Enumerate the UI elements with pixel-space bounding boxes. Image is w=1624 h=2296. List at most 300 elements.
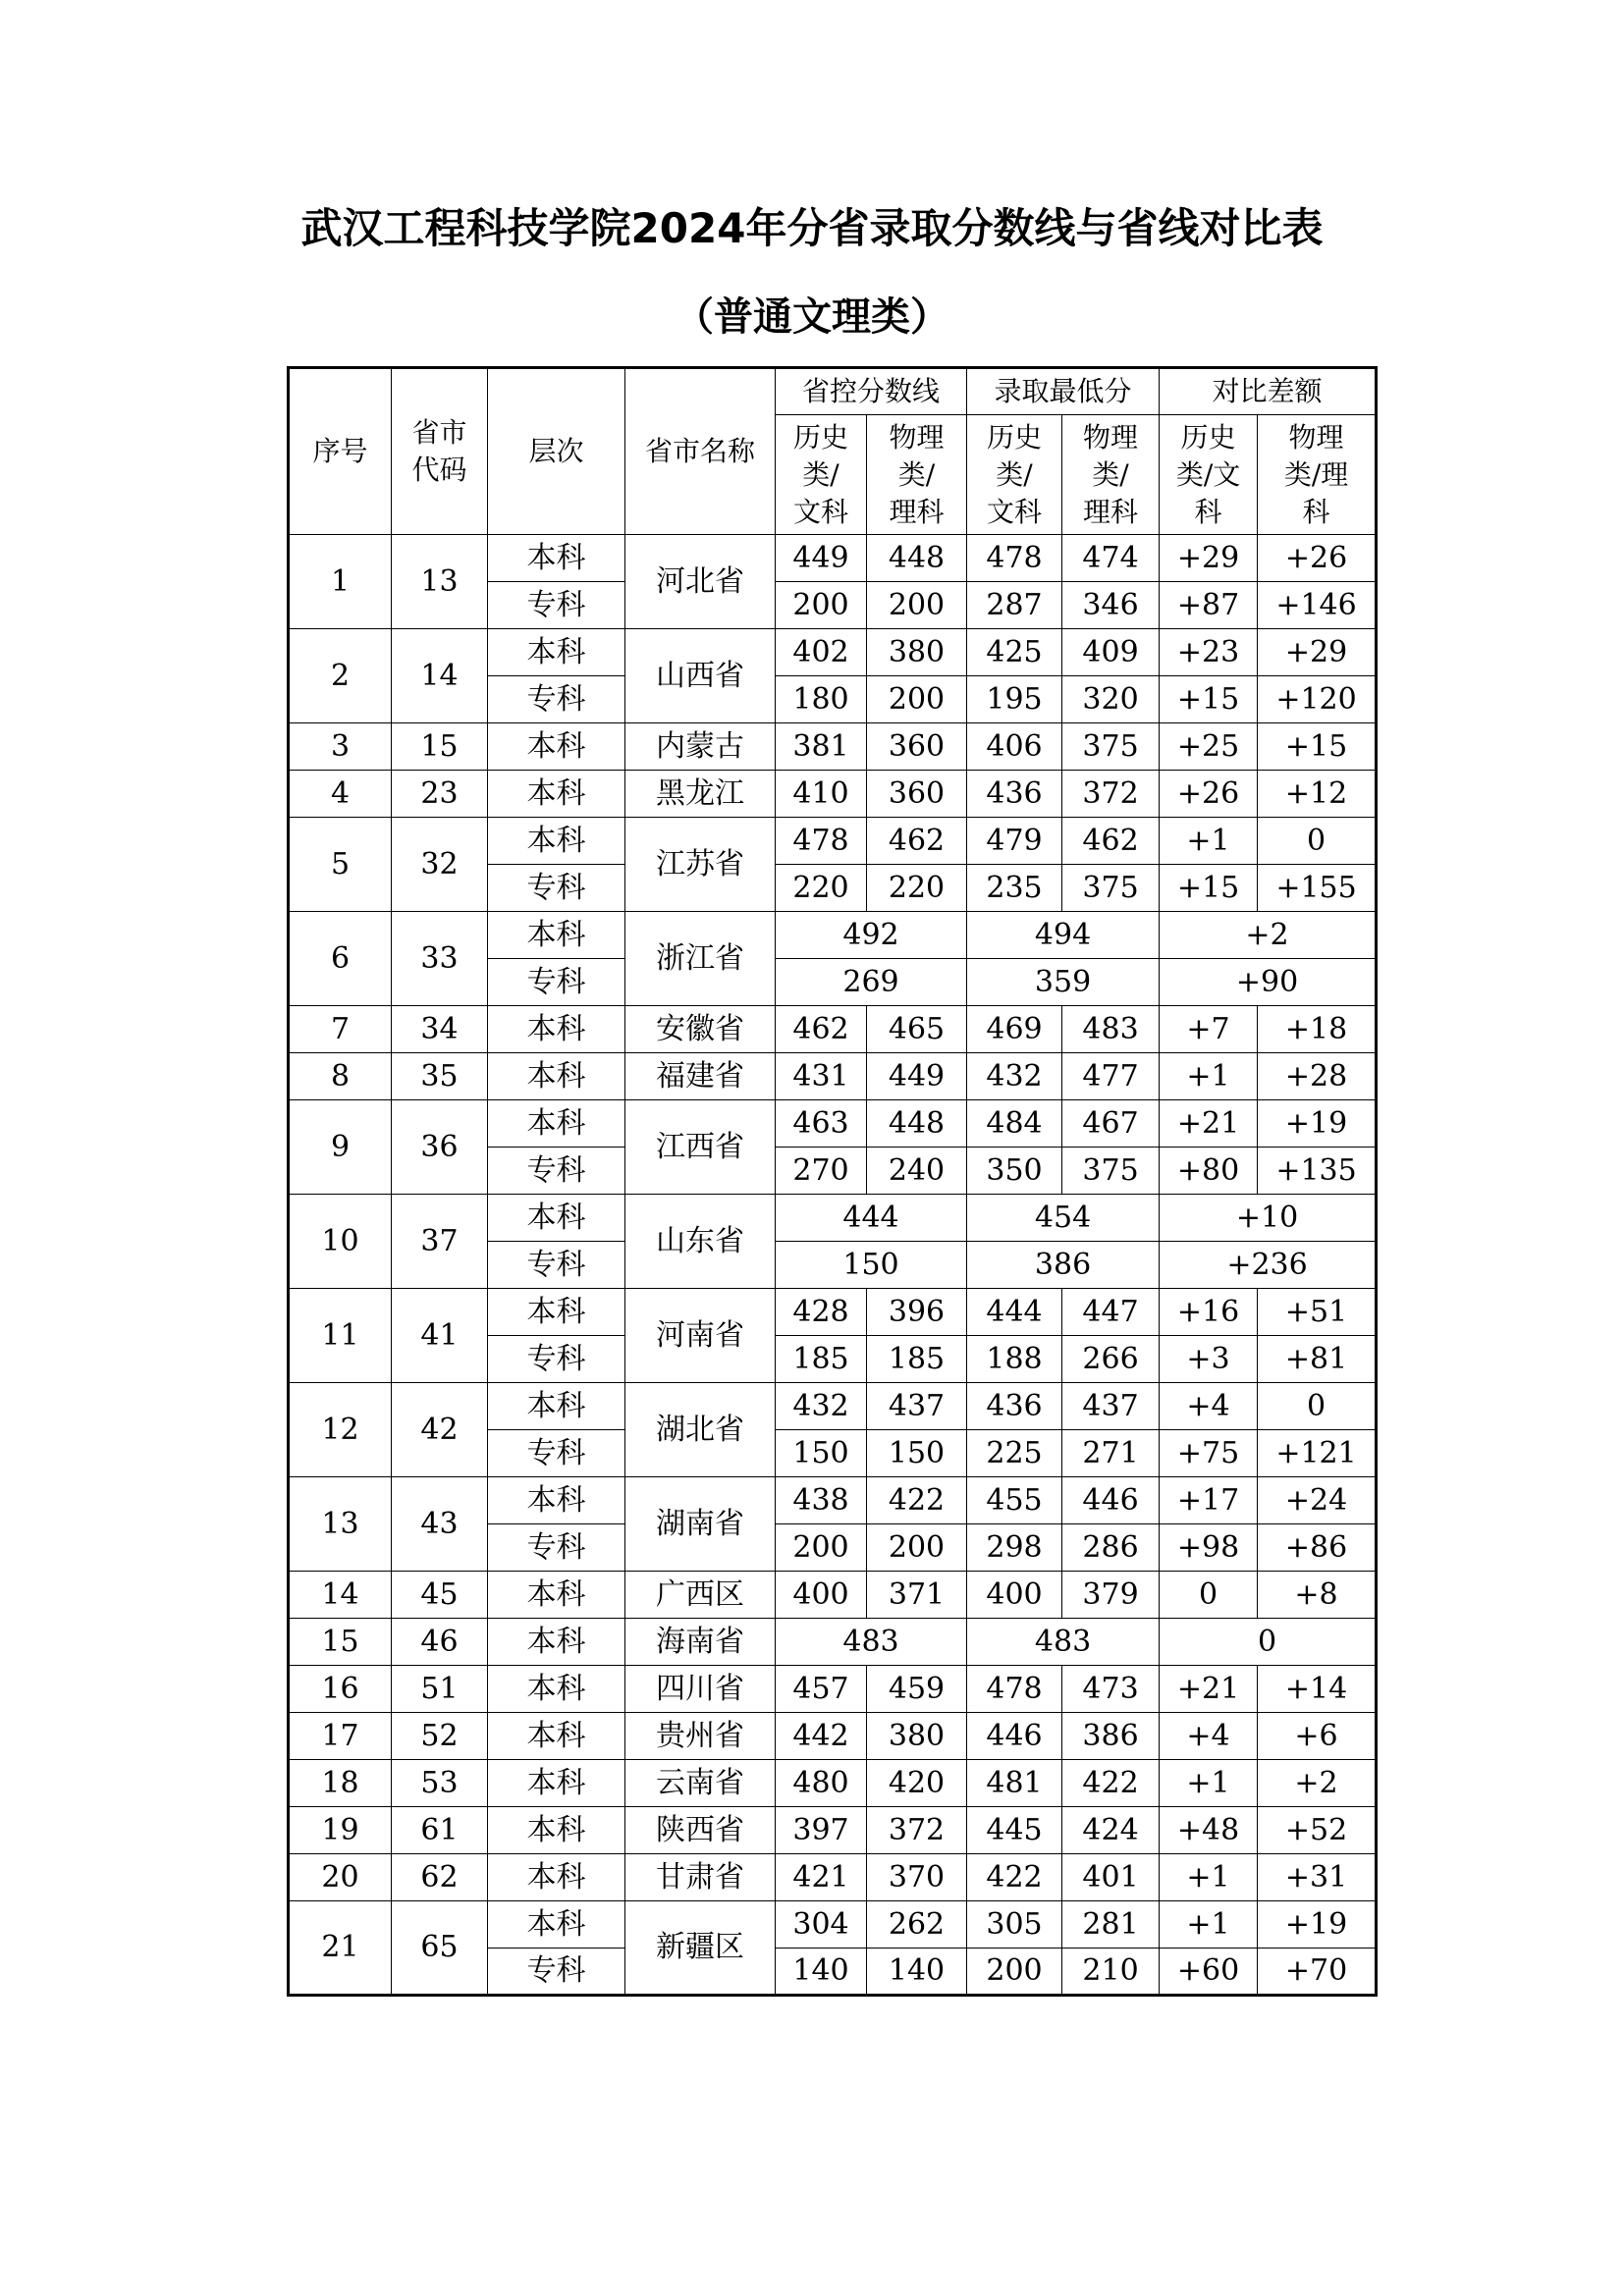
- cell-index: 7: [289, 1006, 392, 1053]
- cell-difference-history: 0: [1160, 1572, 1258, 1619]
- cell-level: 本科: [488, 818, 625, 865]
- cell-province-name: 河南省: [625, 1289, 776, 1383]
- cell-admission-min-physics: 281: [1062, 1901, 1160, 1949]
- cell-difference-history: +60: [1160, 1949, 1258, 1996]
- cell-difference-merged: +90: [1160, 959, 1377, 1006]
- cell-province-name: 湖南省: [625, 1477, 776, 1572]
- cell-admission-min-history: 305: [967, 1901, 1062, 1949]
- cell-admission-min-physics: 446: [1062, 1477, 1160, 1524]
- cell-control-line-history: 270: [776, 1148, 867, 1195]
- cell-index: 18: [289, 1760, 392, 1807]
- cell-control-line-physics: 449: [867, 1053, 967, 1100]
- cell-level: 本科: [488, 1195, 625, 1242]
- cell-admission-min-physics: 210: [1062, 1949, 1160, 1996]
- cell-admission-min-history: 479: [967, 818, 1062, 865]
- cell-admission-min-history: 481: [967, 1760, 1062, 1807]
- cell-difference-physics: +19: [1258, 1901, 1377, 1949]
- table-row: [289, 1807, 1377, 1854]
- cell-province-name: 江苏省: [625, 818, 776, 912]
- table-row: [289, 1619, 1377, 1666]
- cell-control-line-physics: 360: [867, 723, 967, 771]
- cell-control-line-physics: 360: [867, 771, 967, 818]
- cell-code: 35: [392, 1053, 488, 1100]
- cell-index: 4: [289, 771, 392, 818]
- cell-level: 专科: [488, 1949, 625, 1996]
- cell-control-line-history: 402: [776, 629, 867, 676]
- cell-admission-min-physics: 483: [1062, 1006, 1160, 1053]
- cell-admission-min-history: 298: [967, 1524, 1062, 1572]
- cell-level: 本科: [488, 1666, 625, 1713]
- cell-control-line-physics: 200: [867, 676, 967, 723]
- cell-difference-history: +17: [1160, 1477, 1258, 1524]
- cell-province-name: 湖北省: [625, 1383, 776, 1477]
- cell-level: 专科: [488, 1430, 625, 1477]
- page-title: 武汉工程科技学院2024年分省录取分数线与省线对比表: [300, 204, 1324, 252]
- cell-difference-history: +15: [1160, 676, 1258, 723]
- header-index: 序号: [289, 368, 392, 535]
- cell-control-line-history: 150: [776, 1430, 867, 1477]
- cell-admission-min-physics: 447: [1062, 1289, 1160, 1336]
- cell-control-line-history: 480: [776, 1760, 867, 1807]
- cell-admission-min-history: 350: [967, 1148, 1062, 1195]
- cell-control-line-physics: 437: [867, 1383, 967, 1430]
- cell-control-line-merged: 444: [776, 1195, 967, 1242]
- cell-admission-min-physics: 320: [1062, 676, 1160, 723]
- cell-difference-physics: +28: [1258, 1053, 1377, 1100]
- cell-level: 专科: [488, 676, 625, 723]
- cell-control-line-physics: 150: [867, 1430, 967, 1477]
- cell-admission-min-physics: 477: [1062, 1053, 1160, 1100]
- cell-level: 本科: [488, 1006, 625, 1053]
- cell-control-line-physics: 448: [867, 535, 967, 582]
- cell-control-line-history: 449: [776, 535, 867, 582]
- cell-code: 61: [392, 1807, 488, 1854]
- cell-control-line-physics: 372: [867, 1807, 967, 1854]
- cell-difference-history: +21: [1160, 1666, 1258, 1713]
- cell-index: 16: [289, 1666, 392, 1713]
- cell-difference-physics: +70: [1258, 1949, 1377, 1996]
- cell-index: 3: [289, 723, 392, 771]
- cell-level: 专科: [488, 1242, 625, 1289]
- table-row: [289, 1195, 1377, 1242]
- cell-province-name: 浙江省: [625, 912, 776, 1006]
- cell-difference-history: +29: [1160, 535, 1258, 582]
- cell-admission-min-merged: 386: [967, 1242, 1160, 1289]
- cell-admission-min-merged: 494: [967, 912, 1160, 959]
- cell-difference-physics: +19: [1258, 1100, 1377, 1148]
- cell-level: 本科: [488, 629, 625, 676]
- cell-admission-min-history: 478: [967, 535, 1062, 582]
- cell-admission-min-physics: 401: [1062, 1854, 1160, 1901]
- cell-difference-physics: +155: [1258, 865, 1377, 912]
- cell-difference-merged: +10: [1160, 1195, 1377, 1242]
- cell-admission-min-physics: 386: [1062, 1713, 1160, 1760]
- cell-admission-min-merged: 454: [967, 1195, 1160, 1242]
- cell-admission-min-physics: 424: [1062, 1807, 1160, 1854]
- cell-province-name: 福建省: [625, 1053, 776, 1100]
- cell-control-line-history: 431: [776, 1053, 867, 1100]
- cell-level: 本科: [488, 1477, 625, 1524]
- cell-control-line-history: 457: [776, 1666, 867, 1713]
- cell-admission-min-history: 455: [967, 1477, 1062, 1524]
- cell-difference-history: +15: [1160, 865, 1258, 912]
- cell-difference-history: +16: [1160, 1289, 1258, 1336]
- cell-admission-min-physics: 379: [1062, 1572, 1160, 1619]
- cell-control-line-merged: 492: [776, 912, 967, 959]
- cell-level: 本科: [488, 1289, 625, 1336]
- cell-control-line-history: 220: [776, 865, 867, 912]
- cell-control-line-merged: 483: [776, 1619, 967, 1666]
- header-control-line: 省控分数线: [776, 368, 967, 415]
- table-row: [289, 1572, 1377, 1619]
- cell-level: 本科: [488, 1383, 625, 1430]
- cell-difference-merged: 0: [1160, 1619, 1377, 1666]
- cell-difference-history: +98: [1160, 1524, 1258, 1572]
- cell-control-line-physics: 396: [867, 1289, 967, 1336]
- cell-control-line-history: 432: [776, 1383, 867, 1430]
- cell-difference-physics: +51: [1258, 1289, 1377, 1336]
- cell-control-line-physics: 465: [867, 1006, 967, 1053]
- cell-difference-history: +48: [1160, 1807, 1258, 1854]
- cell-admission-min-history: 406: [967, 723, 1062, 771]
- cell-code: 13: [392, 535, 488, 629]
- cell-index: 10: [289, 1195, 392, 1289]
- cell-admission-min-history: 287: [967, 582, 1062, 629]
- cell-admission-min-physics: 266: [1062, 1336, 1160, 1383]
- cell-province-name: 陕西省: [625, 1807, 776, 1854]
- table-row: [289, 912, 1377, 959]
- cell-code: 23: [392, 771, 488, 818]
- cell-admission-min-history: 444: [967, 1289, 1062, 1336]
- cell-index: 1: [289, 535, 392, 629]
- cell-difference-history: +21: [1160, 1100, 1258, 1148]
- cell-province-name: 山西省: [625, 629, 776, 723]
- cell-control-line-history: 462: [776, 1006, 867, 1053]
- table-row: [289, 1760, 1377, 1807]
- cell-level: 本科: [488, 1572, 625, 1619]
- cell-control-line-history: 200: [776, 1524, 867, 1572]
- table-row: [289, 771, 1377, 818]
- cell-admission-min-physics: 437: [1062, 1383, 1160, 1430]
- cell-control-line-history: 438: [776, 1477, 867, 1524]
- cell-control-line-physics: 420: [867, 1760, 967, 1807]
- table-row: [289, 1477, 1377, 1524]
- header-code: 省市代码: [392, 368, 488, 535]
- table-row: [289, 1053, 1377, 1100]
- cell-code: 41: [392, 1289, 488, 1383]
- cell-index: 17: [289, 1713, 392, 1760]
- table-row: [289, 818, 1377, 865]
- cell-index: 12: [289, 1383, 392, 1477]
- page-subtitle: （普通文理类）: [675, 294, 949, 340]
- cell-province-name: 河北省: [625, 535, 776, 629]
- cell-difference-physics: +81: [1258, 1336, 1377, 1383]
- cell-difference-physics: +86: [1258, 1524, 1377, 1572]
- cell-code: 53: [392, 1760, 488, 1807]
- cell-control-line-physics: 220: [867, 865, 967, 912]
- cell-level: 本科: [488, 1760, 625, 1807]
- cell-admission-min-history: 235: [967, 865, 1062, 912]
- cell-control-line-history: 140: [776, 1949, 867, 1996]
- cell-control-line-history: 200: [776, 582, 867, 629]
- cell-level: 专科: [488, 1148, 625, 1195]
- cell-control-line-history: 410: [776, 771, 867, 818]
- table-row: [289, 1713, 1377, 1760]
- cell-control-line-physics: 200: [867, 582, 967, 629]
- table-row: [289, 1100, 1377, 1148]
- cell-code: 65: [392, 1901, 488, 1996]
- cell-admission-min-physics: 462: [1062, 818, 1160, 865]
- cell-index: 8: [289, 1053, 392, 1100]
- cell-admission-min-history: 446: [967, 1713, 1062, 1760]
- cell-control-line-history: 304: [776, 1901, 867, 1949]
- cell-difference-physics: 0: [1258, 1383, 1377, 1430]
- cell-difference-physics: +29: [1258, 629, 1377, 676]
- cell-admission-min-physics: 375: [1062, 723, 1160, 771]
- cell-control-line-physics: 459: [867, 1666, 967, 1713]
- cell-index: 21: [289, 1901, 392, 1996]
- cell-admission-min-history: 188: [967, 1336, 1062, 1383]
- table-row: [289, 1666, 1377, 1713]
- cell-difference-merged: +2: [1160, 912, 1377, 959]
- cell-difference-history: +80: [1160, 1148, 1258, 1195]
- cell-level: 本科: [488, 1807, 625, 1854]
- cell-difference-history: +4: [1160, 1383, 1258, 1430]
- cell-code: 33: [392, 912, 488, 1006]
- cell-code: 42: [392, 1383, 488, 1477]
- cell-difference-history: +1: [1160, 1760, 1258, 1807]
- cell-province-name: 广西区: [625, 1572, 776, 1619]
- cell-index: 11: [289, 1289, 392, 1383]
- cell-index: 9: [289, 1100, 392, 1195]
- cell-level: 本科: [488, 771, 625, 818]
- cell-control-line-physics: 240: [867, 1148, 967, 1195]
- cell-code: 34: [392, 1006, 488, 1053]
- header-row-1: [289, 368, 1377, 415]
- cell-admission-min-physics: 375: [1062, 865, 1160, 912]
- cell-control-line-history: 463: [776, 1100, 867, 1148]
- cell-difference-history: +87: [1160, 582, 1258, 629]
- cell-index: 6: [289, 912, 392, 1006]
- cell-level: 本科: [488, 1619, 625, 1666]
- cell-province-name: 江西省: [625, 1100, 776, 1195]
- cell-difference-physics: +2: [1258, 1760, 1377, 1807]
- cell-control-line-physics: 370: [867, 1854, 967, 1901]
- cell-control-line-physics: 262: [867, 1901, 967, 1949]
- cell-level: 本科: [488, 535, 625, 582]
- cell-difference-physics: +135: [1258, 1148, 1377, 1195]
- cell-code: 37: [392, 1195, 488, 1289]
- cell-admission-min-physics: 474: [1062, 535, 1160, 582]
- table-row: [289, 1901, 1377, 1949]
- cell-code: 14: [392, 629, 488, 723]
- cell-control-line-history: 428: [776, 1289, 867, 1336]
- cell-admission-min-history: 225: [967, 1430, 1062, 1477]
- cell-difference-history: +26: [1160, 771, 1258, 818]
- table-row: [289, 1383, 1377, 1430]
- cell-difference-physics: +31: [1258, 1854, 1377, 1901]
- cell-control-line-physics: 185: [867, 1336, 967, 1383]
- cell-province-name: 内蒙古: [625, 723, 776, 771]
- cell-difference-merged: +236: [1160, 1242, 1377, 1289]
- cell-admission-min-physics: 375: [1062, 1148, 1160, 1195]
- cell-province-name: 贵州省: [625, 1713, 776, 1760]
- cell-difference-history: +1: [1160, 1901, 1258, 1949]
- cell-province-name: 黑龙江: [625, 771, 776, 818]
- cell-difference-physics: +14: [1258, 1666, 1377, 1713]
- table-body: [289, 535, 1377, 1996]
- header-diff-history: 历史类/文科: [1160, 415, 1258, 535]
- cell-admission-min-physics: 372: [1062, 771, 1160, 818]
- cell-control-line-physics: 200: [867, 1524, 967, 1572]
- cell-admission-min-merged: 483: [967, 1619, 1160, 1666]
- cell-difference-physics: +12: [1258, 771, 1377, 818]
- cell-difference-physics: +120: [1258, 676, 1377, 723]
- cell-control-line-history: 442: [776, 1713, 867, 1760]
- cell-control-line-physics: 380: [867, 629, 967, 676]
- cell-level: 本科: [488, 1854, 625, 1901]
- cell-difference-physics: +15: [1258, 723, 1377, 771]
- cell-code: 62: [392, 1854, 488, 1901]
- cell-difference-history: +7: [1160, 1006, 1258, 1053]
- cell-control-line-physics: 422: [867, 1477, 967, 1524]
- cell-difference-physics: +8: [1258, 1572, 1377, 1619]
- table-row: [289, 535, 1377, 582]
- cell-level: 专科: [488, 959, 625, 1006]
- cell-level: 本科: [488, 1713, 625, 1760]
- cell-difference-physics: 0: [1258, 818, 1377, 865]
- cell-control-line-physics: 380: [867, 1713, 967, 1760]
- cell-control-line-history: 180: [776, 676, 867, 723]
- cell-province-name: 海南省: [625, 1619, 776, 1666]
- cell-code: 43: [392, 1477, 488, 1572]
- cell-province-name: 云南省: [625, 1760, 776, 1807]
- cell-control-line-history: 400: [776, 1572, 867, 1619]
- cell-index: 14: [289, 1572, 392, 1619]
- cell-admission-min-history: 484: [967, 1100, 1062, 1148]
- header-control-history: 历史类/文科: [776, 415, 867, 535]
- cell-index: 15: [289, 1619, 392, 1666]
- cell-admission-min-physics: 346: [1062, 582, 1160, 629]
- cell-province-name: 山东省: [625, 1195, 776, 1289]
- cell-difference-physics: +24: [1258, 1477, 1377, 1524]
- header-difference: 对比差额: [1160, 368, 1377, 415]
- header-name: 省市名称: [625, 368, 776, 535]
- header-admission-physics: 物理类/理科: [1062, 415, 1160, 535]
- cell-level: 专科: [488, 1336, 625, 1383]
- cell-control-line-history: 381: [776, 723, 867, 771]
- cell-difference-physics: +18: [1258, 1006, 1377, 1053]
- cell-level: 专科: [488, 865, 625, 912]
- table-row: [289, 1289, 1377, 1336]
- cell-admission-min-history: 436: [967, 771, 1062, 818]
- cell-difference-history: +25: [1160, 723, 1258, 771]
- cell-admission-min-history: 432: [967, 1053, 1062, 1100]
- cell-province-name: 新疆区: [625, 1901, 776, 1996]
- cell-level: 专科: [488, 1524, 625, 1572]
- admission-score-table: [287, 366, 1378, 1997]
- cell-admission-min-history: 195: [967, 676, 1062, 723]
- cell-control-line-history: 478: [776, 818, 867, 865]
- cell-code: 51: [392, 1666, 488, 1713]
- cell-difference-history: +4: [1160, 1713, 1258, 1760]
- cell-control-line-merged: 150: [776, 1242, 967, 1289]
- cell-admission-min-history: 425: [967, 629, 1062, 676]
- cell-control-line-history: 185: [776, 1336, 867, 1383]
- cell-index: 13: [289, 1477, 392, 1572]
- header-level: 层次: [488, 368, 625, 535]
- cell-admission-min-physics: 271: [1062, 1430, 1160, 1477]
- cell-admission-min-history: 469: [967, 1006, 1062, 1053]
- cell-admission-min-physics: 409: [1062, 629, 1160, 676]
- header-diff-physics: 物理类/理科: [1258, 415, 1377, 535]
- cell-level: 本科: [488, 1100, 625, 1148]
- cell-level: 本科: [488, 912, 625, 959]
- cell-difference-history: +1: [1160, 1854, 1258, 1901]
- cell-control-line-physics: 371: [867, 1572, 967, 1619]
- cell-code: 46: [392, 1619, 488, 1666]
- cell-level: 本科: [488, 1901, 625, 1949]
- cell-level: 专科: [488, 582, 625, 629]
- cell-admission-min-merged: 359: [967, 959, 1160, 1006]
- cell-difference-physics: +52: [1258, 1807, 1377, 1854]
- header-control-physics: 物理类/理科: [867, 415, 967, 535]
- cell-admission-min-physics: 467: [1062, 1100, 1160, 1148]
- cell-difference-history: +3: [1160, 1336, 1258, 1383]
- table-row: [289, 1854, 1377, 1901]
- cell-code: 15: [392, 723, 488, 771]
- cell-code: 36: [392, 1100, 488, 1195]
- cell-level: 本科: [488, 723, 625, 771]
- cell-difference-history: +1: [1160, 818, 1258, 865]
- cell-code: 52: [392, 1713, 488, 1760]
- cell-admission-min-history: 400: [967, 1572, 1062, 1619]
- cell-province-name: 安徽省: [625, 1006, 776, 1053]
- cell-admission-min-physics: 422: [1062, 1760, 1160, 1807]
- cell-control-line-merged: 269: [776, 959, 967, 1006]
- cell-difference-physics: +6: [1258, 1713, 1377, 1760]
- table-row: [289, 723, 1377, 771]
- table-row: [289, 629, 1377, 676]
- cell-control-line-history: 421: [776, 1854, 867, 1901]
- header-admission-history: 历史类/文科: [967, 415, 1062, 535]
- cell-control-line-physics: 448: [867, 1100, 967, 1148]
- cell-admission-min-history: 478: [967, 1666, 1062, 1713]
- cell-admission-min-history: 200: [967, 1949, 1062, 1996]
- cell-difference-physics: +146: [1258, 582, 1377, 629]
- cell-difference-physics: +26: [1258, 535, 1377, 582]
- cell-control-line-history: 397: [776, 1807, 867, 1854]
- cell-difference-history: +1: [1160, 1053, 1258, 1100]
- cell-admission-min-history: 422: [967, 1854, 1062, 1901]
- cell-code: 32: [392, 818, 488, 912]
- cell-admission-min-history: 445: [967, 1807, 1062, 1854]
- cell-control-line-physics: 140: [867, 1949, 967, 1996]
- cell-difference-history: +75: [1160, 1430, 1258, 1477]
- cell-admission-min-physics: 473: [1062, 1666, 1160, 1713]
- header-admission-min: 录取最低分: [967, 368, 1160, 415]
- cell-level: 本科: [488, 1053, 625, 1100]
- cell-index: 5: [289, 818, 392, 912]
- cell-admission-min-physics: 286: [1062, 1524, 1160, 1572]
- cell-code: 45: [392, 1572, 488, 1619]
- cell-province-name: 四川省: [625, 1666, 776, 1713]
- cell-province-name: 甘肃省: [625, 1854, 776, 1901]
- cell-difference-history: +23: [1160, 629, 1258, 676]
- cell-index: 2: [289, 629, 392, 723]
- cell-index: 19: [289, 1807, 392, 1854]
- table-row: [289, 1006, 1377, 1053]
